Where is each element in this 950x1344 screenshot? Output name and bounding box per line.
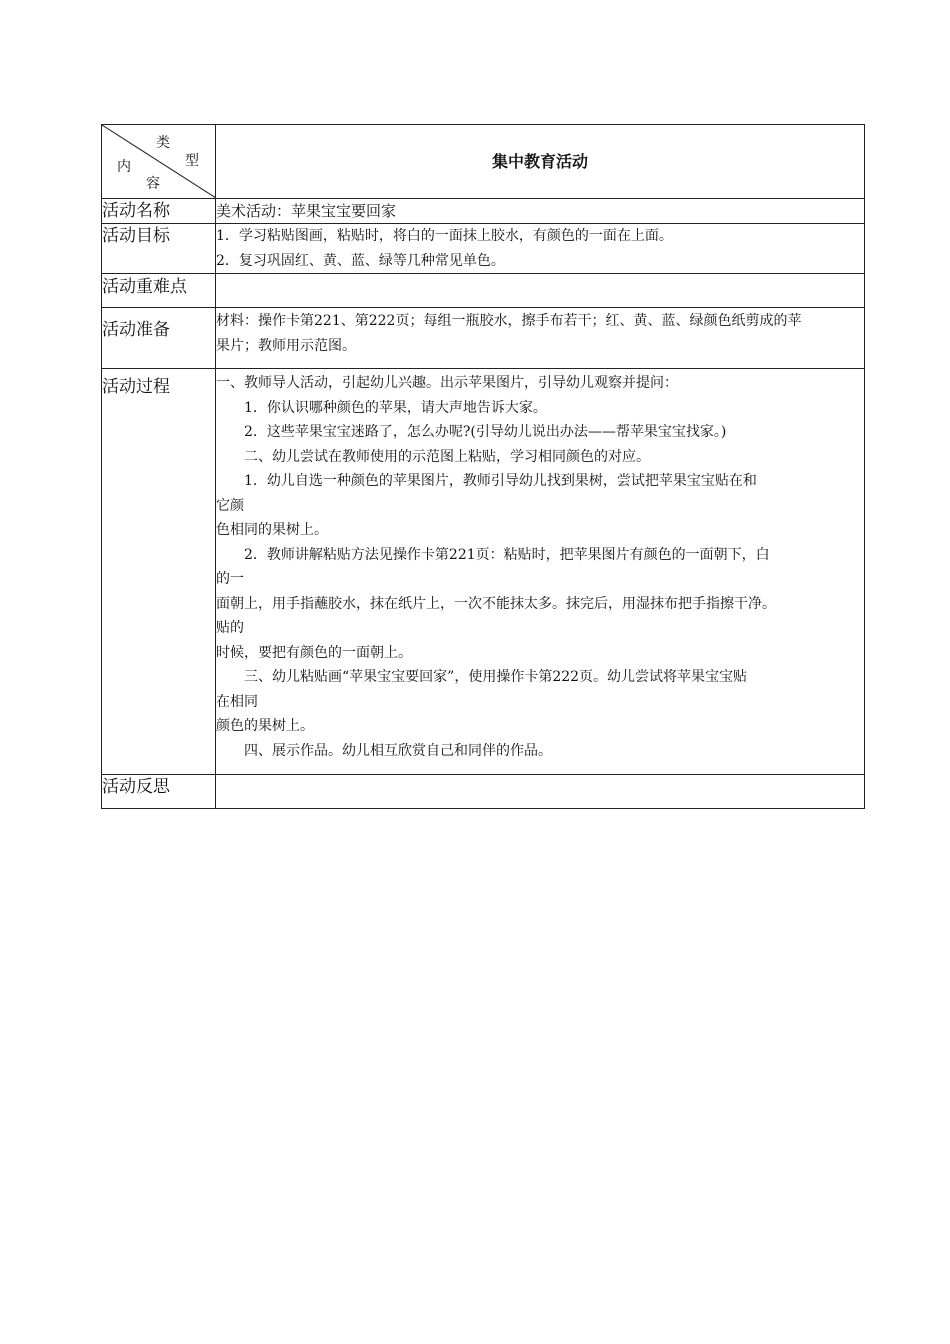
row-preparation: [102, 308, 865, 369]
process-line: 1．幼儿自选一种颜色的苹果图片，教师引导幼儿找到果树，尝试把苹果宝宝贴在和: [244, 473, 757, 489]
diagonal-label-nei: 内: [117, 159, 131, 175]
process-line: 2．这些苹果宝宝迷路了，怎么办呢?(引导幼儿说出办法——帮苹果宝宝找家。): [244, 424, 727, 440]
label-activity-name: 活动名称: [102, 199, 216, 224]
process-line: 在相同: [216, 693, 258, 710]
row-activity-name: [102, 199, 865, 224]
label-preparation: 活动准备: [102, 308, 216, 369]
value-preparation: [216, 308, 865, 369]
process-line: 面朝上，用手指蘸胶水，抹在纸片上，一次不能抹太多。抹完后，用湿抹布把手指擦干净。: [216, 595, 776, 612]
process-line: 颜色的果树上。: [216, 718, 314, 734]
preparation-line: 果片；教师用示范图。: [216, 337, 356, 354]
diagonal-header-cell: [102, 125, 216, 199]
process-line: 一、教师导人活动，引起幼儿兴趣。出示苹果图片，引导幼儿观察并提问：: [216, 375, 678, 391]
process-line: 二、幼儿尝试在教师使用的示范图上粘贴，学习相同颜色的对应。: [244, 448, 650, 465]
value-activity-goals: [216, 224, 865, 274]
diagonal-label-xing: 型: [185, 153, 199, 169]
header-row: [102, 125, 865, 199]
value-process: [216, 369, 865, 775]
goal-line: 2．复习巩固红、黄、蓝、绿等几种常见单色。: [216, 252, 505, 269]
label-key-points: 活动重难点: [102, 274, 216, 308]
process-line: 贴的: [216, 620, 244, 636]
process-line: 三、幼儿粘贴画“苹果宝宝要回家”，使用操作卡第222页。幼儿尝试将苹果宝宝贴: [244, 669, 748, 685]
diagonal-label-rong: 容: [146, 176, 160, 192]
value-reflection: [216, 775, 865, 809]
preparation-line: 材料：操作卡第221、第222页；每组一瓶胶水，擦手布若干；红、黄、蓝、绿颜色纸剪成的苹: [216, 313, 802, 329]
goal-line: 1．学习粘贴图画，粘贴时，将白的一面抹上胶水，有颜色的一面在上面。: [216, 228, 673, 244]
process-line: 时候，要把有颜色的一面朝上。: [216, 644, 412, 661]
label-process: 活动过程: [102, 369, 216, 775]
process-line: 四、展示作品。幼儿相互欣赏自己和同伴的作品。: [244, 742, 552, 759]
process-line: 1．你认识哪种颜色的苹果，请大声地告诉大家。: [244, 399, 547, 416]
value-activity-name: 美术活动：苹果宝宝要回家: [216, 199, 865, 224]
process-line: 的一: [216, 571, 244, 587]
diagonal-header: [102, 125, 215, 198]
value-key-points: [216, 274, 865, 308]
lesson-plan-table: [101, 124, 865, 809]
row-key-points: [102, 274, 865, 308]
activity-type-title: 集中教育活动: [216, 125, 865, 199]
diagonal-label-lei: 类: [156, 135, 170, 151]
row-reflection: [102, 775, 865, 809]
process-line: 2．教师讲解粘贴方法见操作卡第221页：粘贴时，把苹果图片有颜色的一面朝下，白: [244, 546, 770, 563]
process-line: 色相同的果树上。: [216, 522, 328, 538]
label-reflection: 活动反思: [102, 775, 216, 809]
row-activity-goals: [102, 224, 865, 274]
row-process: [102, 369, 865, 775]
process-line: 它颜: [216, 497, 244, 514]
label-activity-goals: 活动目标: [102, 224, 216, 274]
